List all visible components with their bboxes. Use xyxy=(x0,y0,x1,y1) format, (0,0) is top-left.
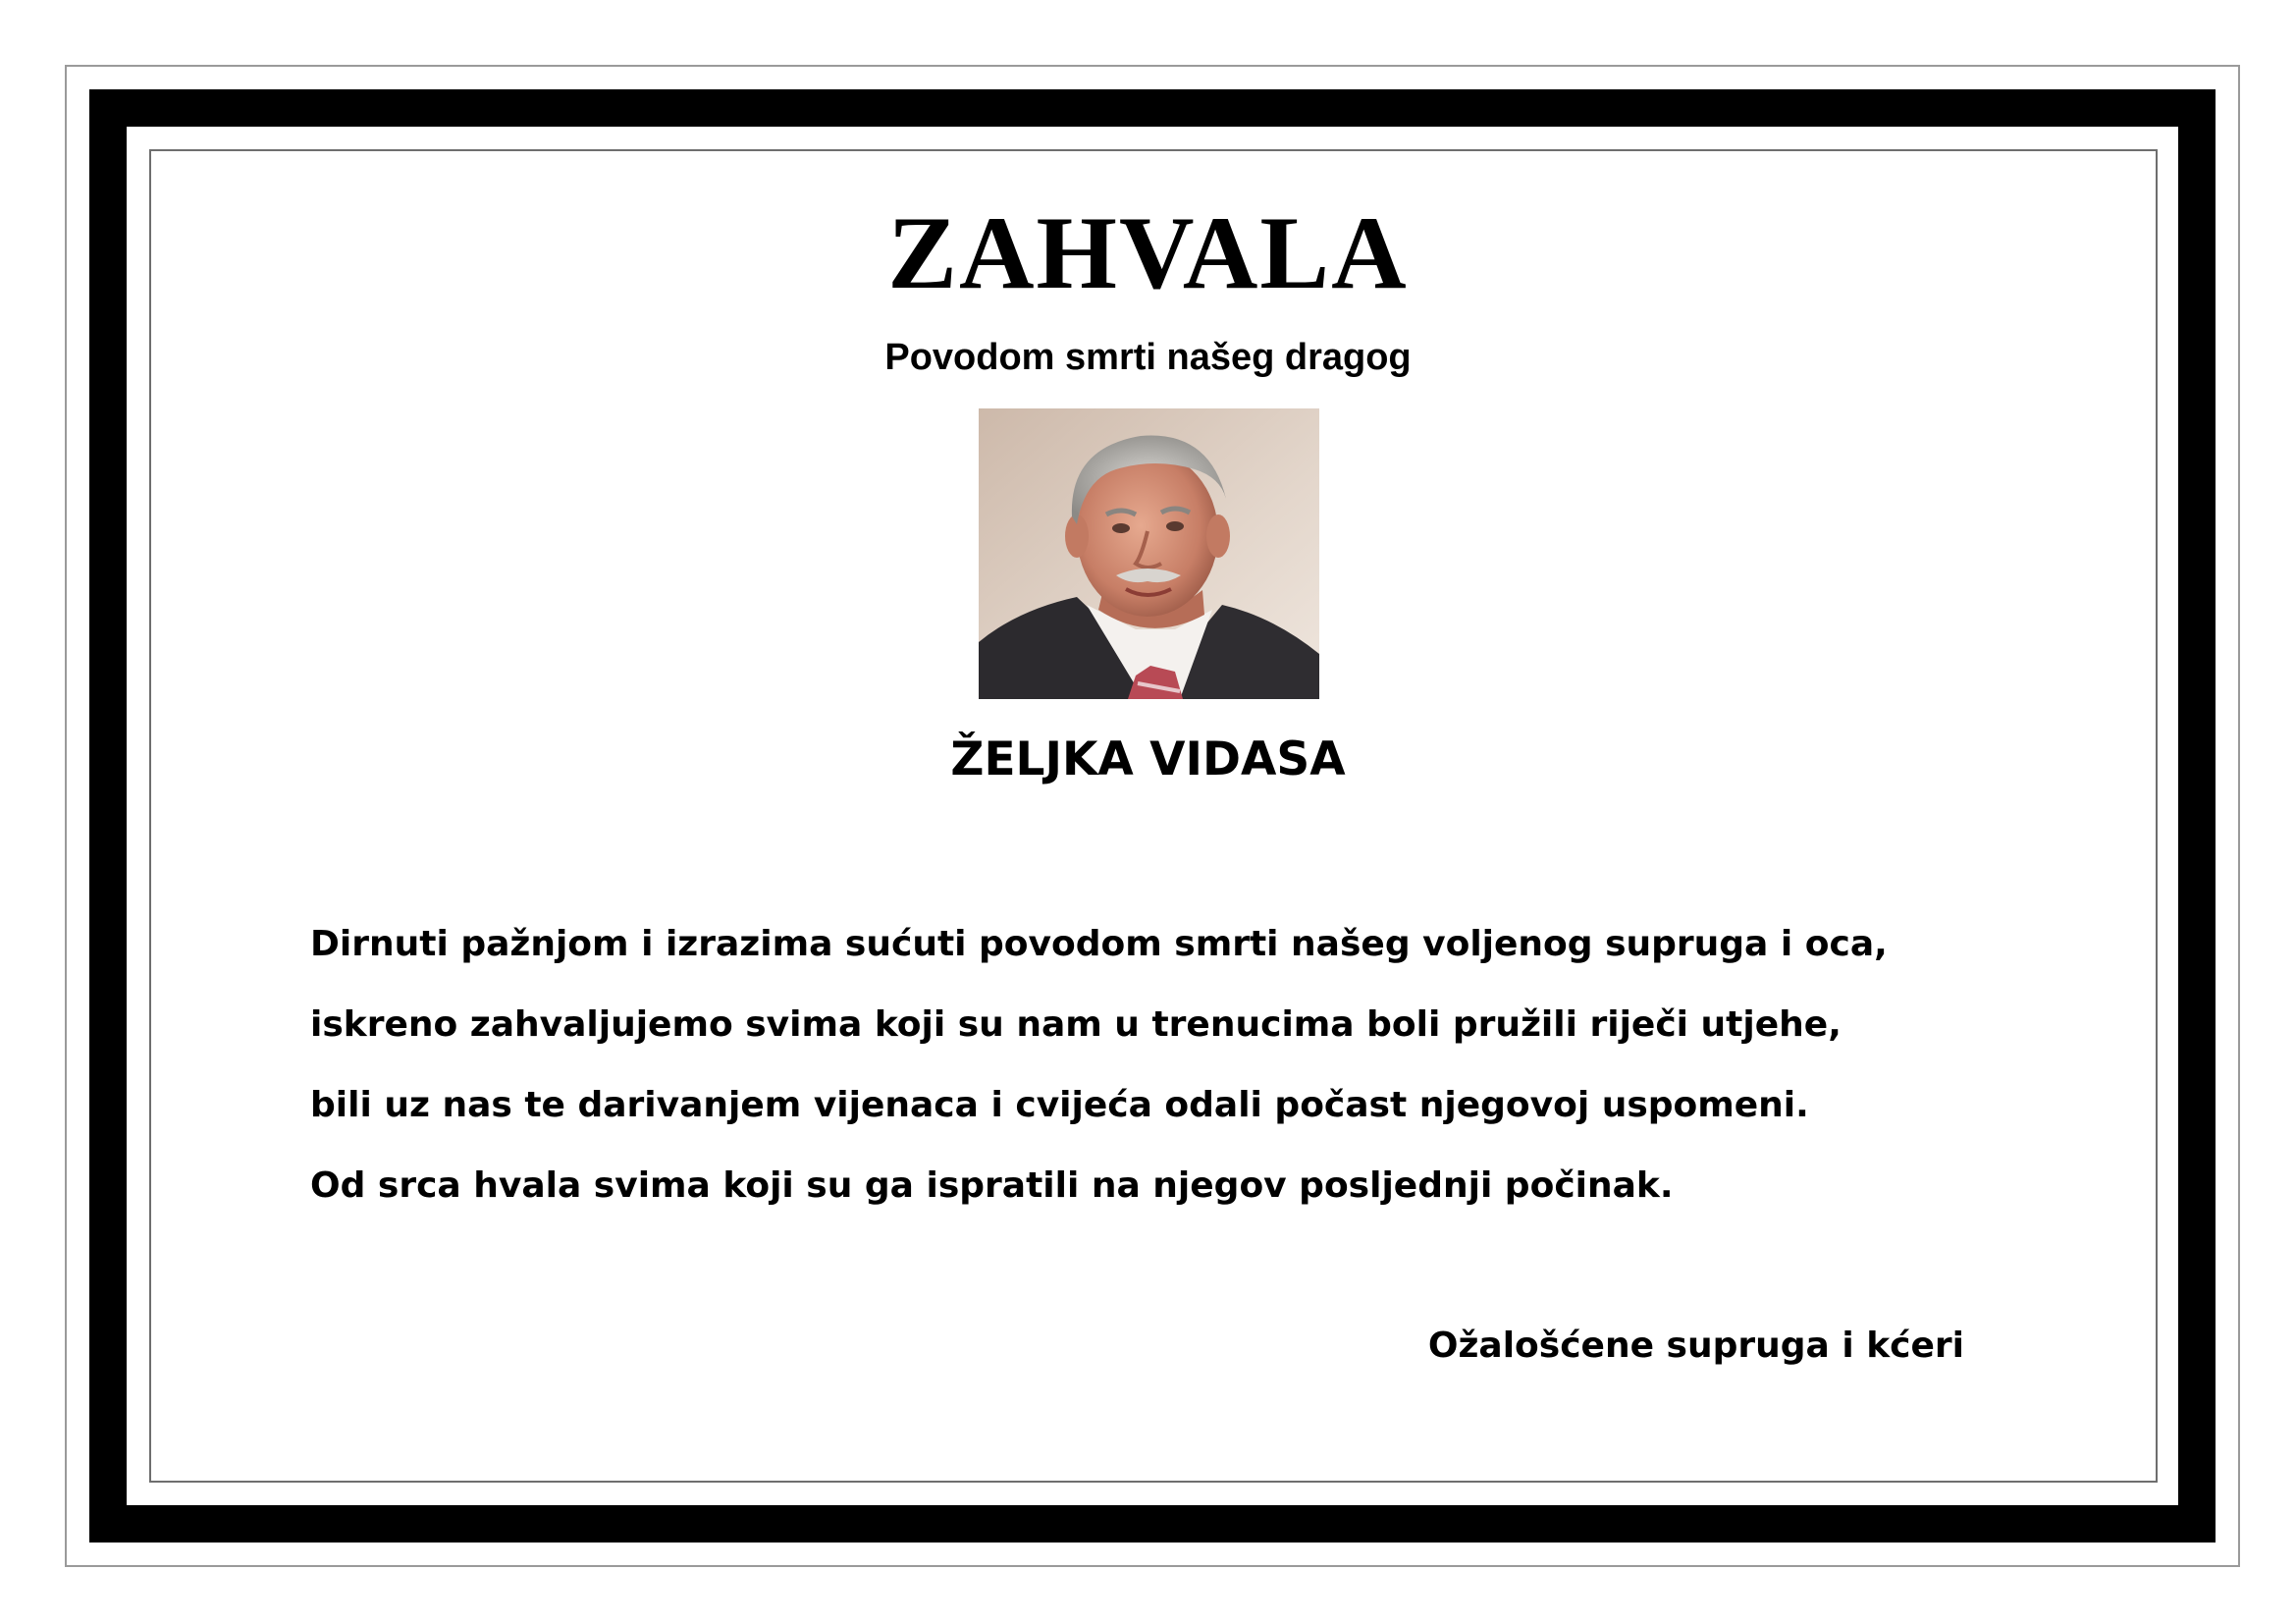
message-line: Od srca hvala svima koji su ga ispratili na njegov posljednji počinak. xyxy=(310,1165,1674,1206)
deceased-name: ŽELJKA VIDASA xyxy=(950,732,1346,786)
signature: Ožalošćene supruga i kćeri xyxy=(1427,1326,1964,1366)
message-line: bili uz nas te darivanjem vijenaca i cvijeća odali počast njegovoj uspomeni. xyxy=(310,1085,1809,1125)
message-line: Dirnuti pažnjom i izrazima sućuti povodom smrti našeg voljenog supruga i oca, xyxy=(310,924,1888,964)
notice-title: ZAHVALA xyxy=(887,195,1409,310)
notice-subtitle: Povodom smrti našeg dragog xyxy=(884,337,1412,378)
thank-you-message xyxy=(310,917,2077,1239)
message-line: iskreno zahvaljujemo svima koji su nam u trenucima boli pružili riječi utjehe, xyxy=(310,1004,1842,1045)
portrait-photo xyxy=(979,408,1319,699)
